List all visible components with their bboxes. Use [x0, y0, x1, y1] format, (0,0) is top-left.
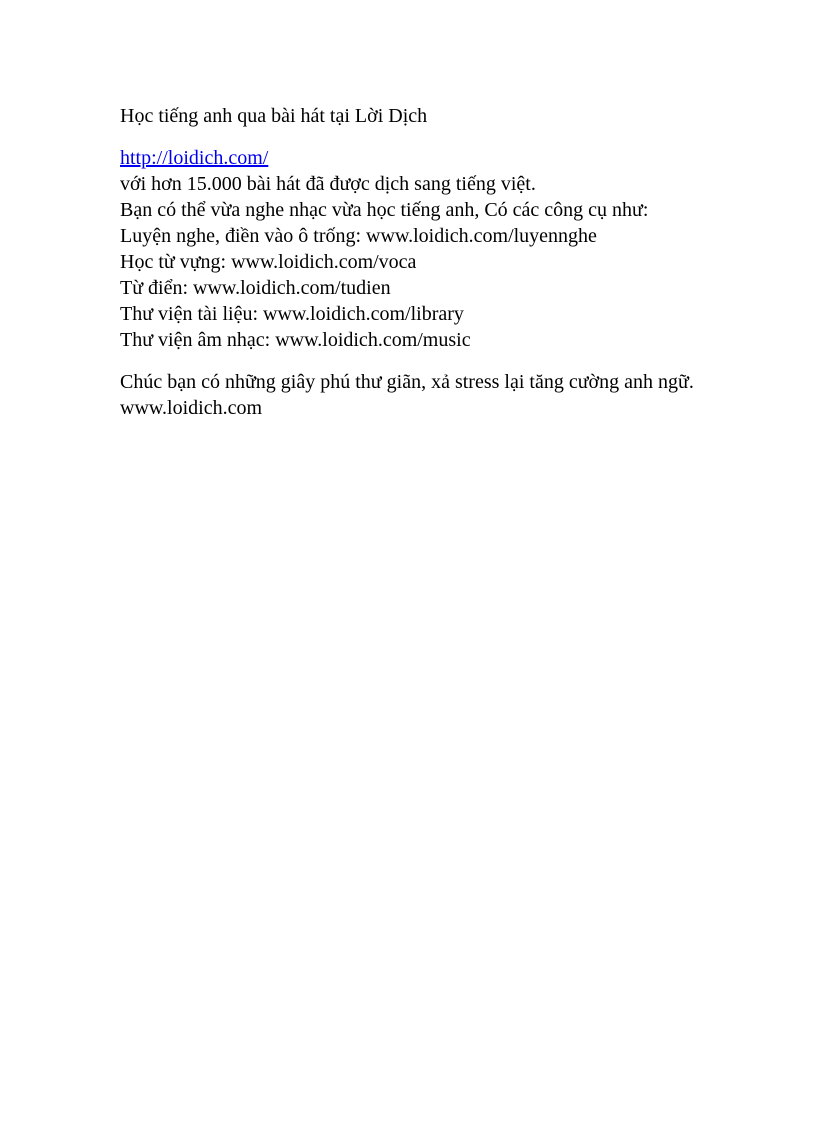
text-line-vocabulary: Học từ vựng: www.loidich.com/voca — [120, 251, 417, 273]
text-line-listening: Luyện nghe, điền vào ô trống: www.loidich.com/luyennghe — [120, 225, 597, 247]
footer-url: www.loidich.com — [120, 397, 263, 419]
document-page — [120, 103, 700, 421]
spacer — [120, 353, 700, 369]
text-line-songs: với hơn 15.000 bài hát đã được dịch sang tiếng việt. — [120, 173, 536, 195]
text-line-tools: Bạn có thể vừa nghe nhạc vừa học tiếng anh, Có các công cụ như: — [120, 199, 649, 221]
text-line-dictionary: Từ điển: www.loidich.com/tudien — [120, 277, 391, 299]
text-line-music: Thư viện âm nhạc: www.loidich.com/music — [120, 329, 471, 351]
spacer — [120, 129, 700, 145]
document-heading: Học tiếng anh qua bài hát tại Lời Dịch — [120, 105, 428, 127]
closing-paragraph: Chúc bạn có những giây phú thư giãn, xả stress lại tăng cường anh ngữ. — [120, 371, 694, 393]
loidich-link[interactable]: http://loidich.com/ — [120, 147, 269, 169]
text-line-library: Thư viện tài liệu: www.loidich.com/library — [120, 303, 464, 325]
